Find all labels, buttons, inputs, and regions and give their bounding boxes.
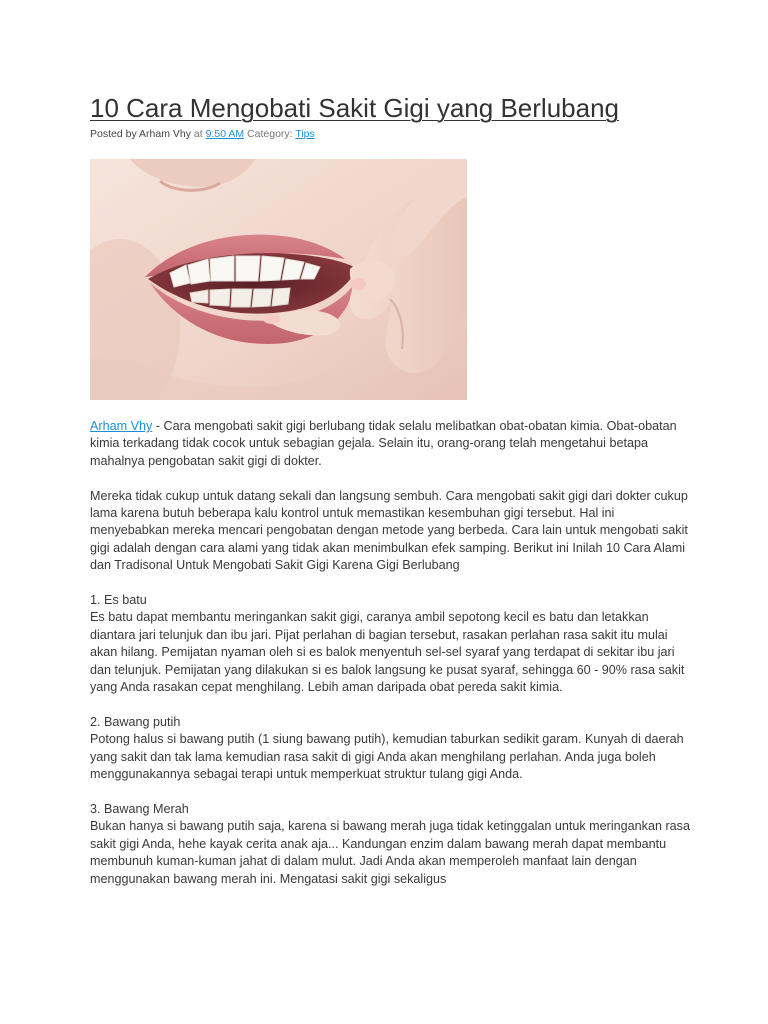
category-label: Category:	[247, 128, 293, 140]
post-meta	[90, 127, 315, 141]
at-label: at	[193, 128, 203, 140]
toothache-photo	[90, 159, 467, 400]
section-heading: 2. Bawang putih	[90, 714, 181, 729]
section-es-batu	[90, 592, 690, 696]
section-heading: 3. Bawang Merah	[90, 801, 189, 816]
section-bawang-putih	[90, 714, 690, 784]
intro-paragraph	[90, 418, 690, 470]
post-author: Arham Vhy	[139, 128, 191, 140]
section-text: Potong halus si bawang putih (1 siung bawang putih), kemudian taburkan sedikit garam. Kunyah di daerah yang sakit dan tak lama kemudian rasa sakit di gigi Anda akan menghilang perlahan. Anda juga boleh menggunakannya sebagai terapi untuk memperkuat struktur tulang gigi Anda.	[90, 732, 684, 782]
intro-text: - Cara mengobati sakit gigi berlubang tidak selalu melibatkan obat-obatan kimia. Obat-obatan kimia terkadang tidak cocok untuk sebagian gejala. Selain itu, orang-orang telah mengetahui betapa mahalnya pengobatan sakit gigi di dokter.	[90, 419, 677, 468]
author-link[interactable]: Arham Vhy	[90, 419, 153, 433]
article-title: 10 Cara Mengobati Sakit Gigi yang Berlubang	[90, 93, 619, 123]
section-text: Es batu dapat membantu meringankan sakit gigi, caranya ambil sepotong kecil es batu dan letakkan diantara jari telunjuk dan ibu jari. Pijat perlahan di bagian tersebut, rasakan perlahan rasa sakit itu mulai akan hilang. Pemijatan nyaman oleh si es balok menyentuh sel-sel syaraf yang terdapat di sekitar ibu jari dan telunjuk. Pemijatan yang dilakukan si es balok langsung ke pusat syaraf, sehingga 60 - 90% rasa sakit yang Anda rasakan cepat menghilang. Lebih aman daripada obat pereda sakit kimia.	[90, 610, 685, 695]
section-heading: 1. Es batu	[90, 593, 147, 608]
paragraph-2: Mereka tidak cukup untuk datang sekali dan langsung sembuh. Cara mengobati sakit gigi dari dokter cukup lama karena butuh beberapa kalu kontrol untuk memastikan kesembuhan gigi tersebut. Hal ini menyebabkan mereka mencari pengobatan dengan metode yang berbeda. Cara lain untuk mengobati sakit gigi adalah dengan cara alami yang tidak akan menimbulkan efek samping. Berikut ini Inilah 10 Cara Alami dan Tradisonal Untuk Mengobati Sakit Gigi Karena Gigi Berlubang	[90, 488, 688, 573]
posted-by-label: Posted by	[90, 128, 137, 140]
post-time-link[interactable]: 9:50 AM	[205, 128, 245, 140]
article-body	[90, 418, 690, 905]
category-link[interactable]: Tips	[295, 128, 315, 140]
section-bawang-merah	[90, 801, 690, 888]
section-text: Bukan hanya si bawang putih saja, karena si bawang merah juga tidak ketinggalan untuk meringankan rasa sakit gigi Anda, hehe kayak cerita anak aja... Kandungan enzim dalam bawang merah dapat membantu membunuh kuman-kuman jahat di dalam mulut. Jadi Anda akan memperoleh manfaat lain dengan menggunakan bawang merah ini. Mengatasi sakit gigi sekaligus	[90, 819, 690, 886]
